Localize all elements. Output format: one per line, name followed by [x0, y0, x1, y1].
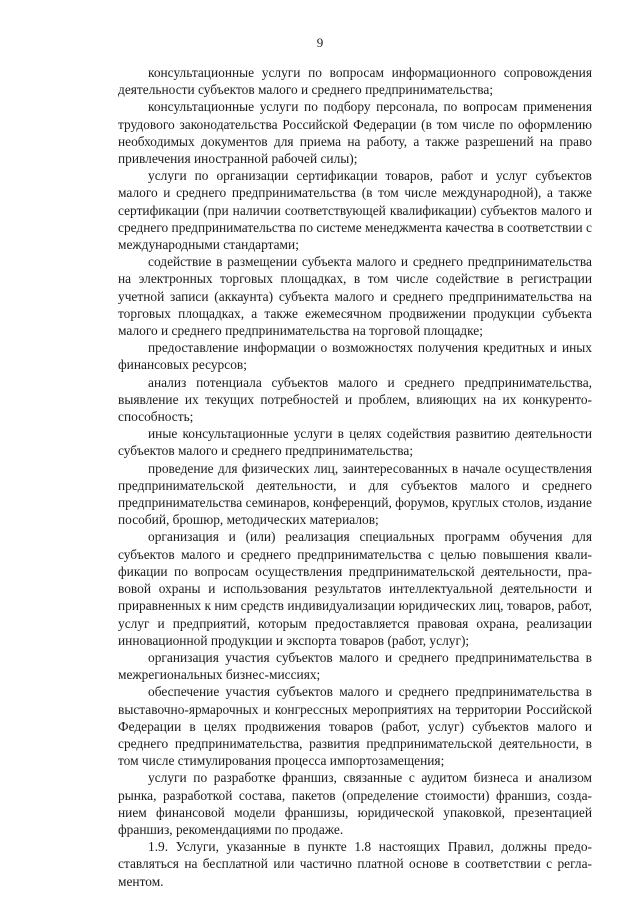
document-body — [118, 64, 592, 890]
paragraph-certification: услуги по организации сертификации товаров, работ и услуг субъектов малого и среднего предпринимательства (в том числе международной), а также сертификации (при наличии соответствующей квалификации) субъектов малого и среднего предпринимательства по системе менеджмента качества в соответствии с международными стандартами; — [118, 168, 592, 253]
paragraph-exhibitions: обеспечение участия субъектов малого и среднего предпринимательства в выставочно-ярмарочных и конгрессных мероприятиях на территории Российской Федерации в целях продвижения товаров (работ, услуг) субъектов малого и среднего предпринимательства, развития предпринимательской деятельности, в том числе стимулирования процесса импортозамещения; — [118, 684, 592, 769]
paragraph-credit-info: предоставление информации о возможностях получения кредитных и иных финансовых ресурсов; — [118, 340, 592, 373]
paragraph-other-consulting: иные консультационные услуги в целях содействия развитию деятельности субъектов малого и среднего предпринимательства; — [118, 426, 592, 459]
paragraph-e-marketplaces: содействие в размещении субъекта малого и среднего предпринимательства на электронных торговых площадках, в том числе содействие в регистрации учетной записи (аккаунта) субъекта малого и среднего предпринимательства на торговых площадках, а также ежемесячном продвижении продукции субъекта малого и среднего предпринимательства на торговой площадке; — [118, 254, 592, 339]
paragraph-franchising: услуги по разработке франшиз, связанные с аудитом бизнеса и анализом рынка, разработкой состава, пакетов (определение стоимости) франшиз, созданием финансовой модели франшизы, юридической упаковкой, презентацией франшиз, рекомендациями по продаже. — [118, 770, 592, 837]
paragraph-personnel: консультационные услуги по подбору персонала, по вопросам применения трудового законодательства Российской Федерации (в том числе по оформлению необходимых документов для приема на работу, а также разрешений на право привлечения иностранной рабочей силы); — [118, 99, 592, 167]
paragraph-training-programs: организация и (или) реализация специальных программ обучения для субъектов малого и среднего предпринимательства с целью повышения квалификации по вопросам осуществления предпринимательской деятельности, правовой охраны и использования результатов интеллектуальной деятельности и приравненных к ним средств индивидуализации юридических лиц, товаров, работ, услуг и предприятий, которым предоставляется правовая охрана, реализации инновационной продукции и экспорта товаров (работ, услуг); — [118, 529, 592, 648]
paragraph-seminars: проведение для физических лиц, заинтересованных в начале осуществления предпринимательской деятельности, и для субъектов малого и среднего предпринимательства семинаров, конференций, форумов, круглых столов, издание пособий, брошюр, методических материалов; — [118, 460, 592, 528]
paragraph-potential-analysis: анализ потенциала субъектов малого и среднего предпринимательства, выявление их текущих потребностей и проблем, влияющих на их конкурентоспособность; — [118, 374, 592, 425]
paragraph-business-missions: организация участия субъектов малого и среднего предпринимательства в межрегиональных бизнес-миссиях; — [118, 649, 592, 683]
page-number: 9 — [316, 35, 324, 50]
paragraph-info-support: консультационные услуги по вопросам информационного сопровождения деятельности субъектов малого и среднего предпринимательства; — [118, 65, 592, 98]
paragraph-clause-1-9: 1.9. Услуги, указанные в пункте 1.8 настоящих Правил, должны предоставляться на бесплатной или частично платной основе в соответствии с регламентом. — [118, 839, 592, 889]
